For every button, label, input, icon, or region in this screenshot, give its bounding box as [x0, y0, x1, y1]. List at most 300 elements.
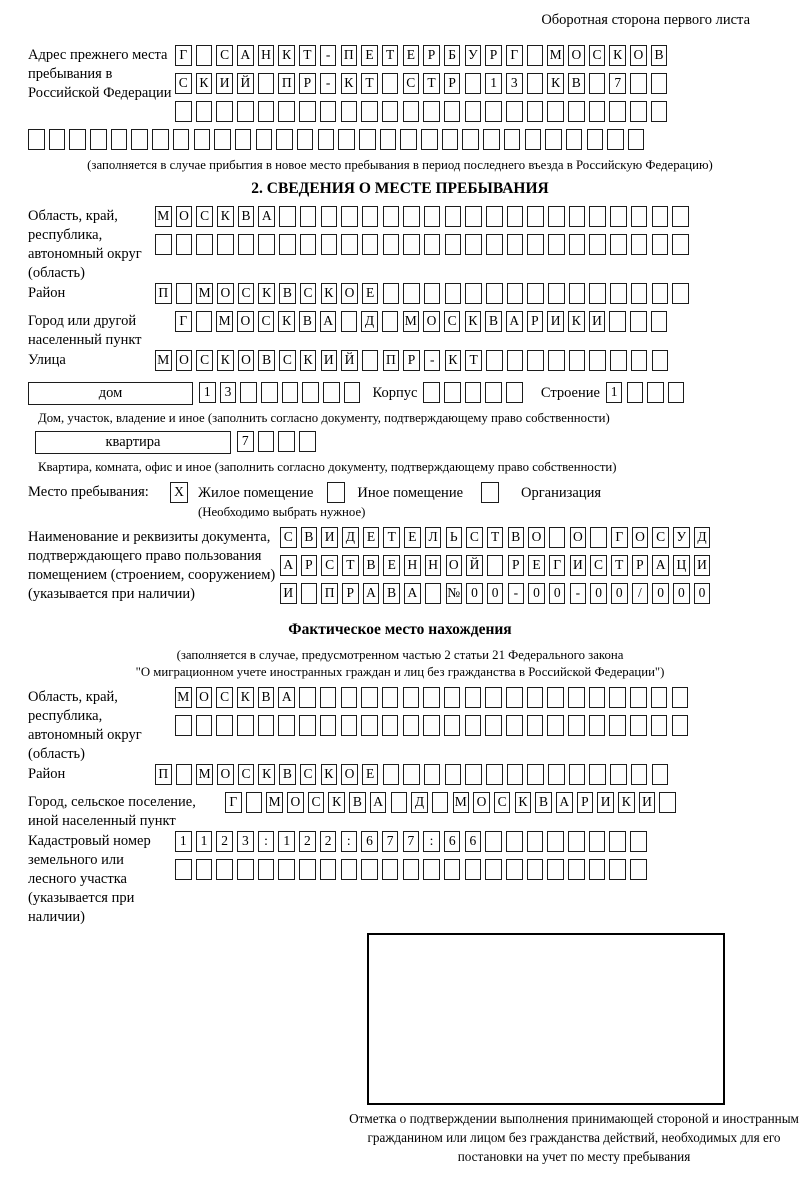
char-box — [341, 311, 358, 332]
char-box — [423, 382, 440, 403]
char-box — [631, 206, 648, 227]
char-box — [196, 311, 213, 332]
char-box — [506, 715, 523, 736]
char-box: К — [547, 73, 564, 94]
actual-location-note-1: (заполняется в случае, предусмотренном частью 2 статьи 21 Федерального закона — [176, 648, 624, 662]
char-box: М — [155, 206, 172, 227]
char-box: : — [341, 831, 358, 852]
actual-city-label: Город, сельское поселение, иной населенный пункт — [28, 794, 196, 829]
char-box: 0 — [652, 583, 669, 604]
char-box: К — [328, 792, 345, 813]
char-box — [302, 382, 319, 403]
actual-district-row — [155, 764, 672, 787]
char-box — [672, 206, 689, 227]
char-box: 7 — [382, 831, 399, 852]
char-box — [527, 206, 544, 227]
stay-type-label: Место пребывания: — [28, 484, 149, 500]
house-number-row — [199, 382, 365, 405]
char-box — [672, 234, 689, 255]
city-row — [175, 311, 672, 334]
char-box: О — [237, 311, 254, 332]
char-box: В — [568, 73, 585, 94]
char-box: А — [280, 555, 297, 576]
char-box: О — [238, 350, 255, 371]
char-box: Т — [465, 350, 482, 371]
char-box — [609, 311, 626, 332]
char-box — [444, 687, 461, 708]
actual-region-label: Область, край, республика, автономный округ (область) — [28, 689, 142, 762]
char-box — [527, 859, 544, 880]
char-box — [568, 859, 585, 880]
char-box — [362, 234, 379, 255]
char-box: 2 — [320, 831, 337, 852]
char-box — [589, 831, 606, 852]
actual-location-title: Фактическое место нахождения — [288, 621, 512, 638]
char-box — [506, 382, 523, 403]
char-box: С — [308, 792, 325, 813]
char-box: К — [217, 206, 234, 227]
char-box: М — [266, 792, 283, 813]
char-box — [442, 129, 459, 150]
char-box — [568, 715, 585, 736]
char-box: К — [217, 350, 234, 371]
char-box: М — [453, 792, 470, 813]
char-box — [465, 234, 482, 255]
char-box — [548, 350, 565, 371]
char-box — [487, 555, 504, 576]
char-box: К — [258, 764, 275, 785]
char-box: С — [300, 764, 317, 785]
char-box — [299, 101, 316, 122]
char-box — [547, 101, 564, 122]
char-box: С — [403, 73, 420, 94]
char-box — [424, 206, 441, 227]
char-box: А — [652, 555, 669, 576]
char-box — [196, 859, 213, 880]
char-box: О — [568, 45, 585, 66]
char-box: И — [694, 555, 711, 576]
char-box — [173, 129, 190, 150]
char-box — [485, 715, 502, 736]
char-box — [672, 283, 689, 304]
option-other-premises-label: Иное помещение — [357, 485, 464, 501]
char-box — [216, 715, 233, 736]
char-box — [485, 382, 502, 403]
actual-region-rows — [175, 687, 692, 743]
char-box — [258, 234, 275, 255]
char-box: У — [465, 45, 482, 66]
char-box: В — [301, 527, 318, 548]
document-block — [28, 527, 772, 611]
prev-address-block — [28, 45, 772, 129]
char-box — [383, 283, 400, 304]
char-box: Р — [508, 555, 525, 576]
char-box: / — [632, 583, 649, 604]
char-box: Р — [299, 73, 316, 94]
char-box: Р — [403, 350, 420, 371]
char-box — [609, 101, 626, 122]
checkbox-organization — [481, 482, 499, 503]
char-box — [527, 715, 544, 736]
char-box: 3 — [506, 73, 523, 94]
char-box: Й — [341, 350, 358, 371]
char-box — [403, 234, 420, 255]
char-box — [382, 101, 399, 122]
char-box: К — [278, 311, 295, 332]
char-box: Т — [423, 73, 440, 94]
char-box: И — [280, 583, 297, 604]
char-box — [631, 350, 648, 371]
char-box — [214, 129, 231, 150]
char-box: Р — [577, 792, 594, 813]
char-box: Д — [361, 311, 378, 332]
char-box — [486, 764, 503, 785]
char-box — [341, 715, 358, 736]
option-residential-label: Жилое помещение — [198, 485, 314, 501]
document-rows — [280, 527, 714, 611]
char-box: П — [341, 45, 358, 66]
char-box — [547, 687, 564, 708]
char-box: Г — [175, 311, 192, 332]
char-box: 1 — [485, 73, 502, 94]
char-box — [299, 431, 316, 452]
char-box — [362, 350, 379, 371]
char-box — [631, 764, 648, 785]
char-box — [300, 234, 317, 255]
char-box: Й — [237, 73, 254, 94]
char-box: - — [320, 73, 337, 94]
char-box — [609, 831, 626, 852]
char-box — [507, 764, 524, 785]
char-box — [196, 101, 213, 122]
char-box — [320, 101, 337, 122]
char-box — [341, 206, 358, 227]
char-box — [237, 715, 254, 736]
char-box — [548, 206, 565, 227]
char-box — [300, 206, 317, 227]
char-box: Н — [258, 45, 275, 66]
char-box — [445, 206, 462, 227]
char-box — [235, 129, 252, 150]
char-box — [362, 206, 379, 227]
char-box — [380, 129, 397, 150]
char-box — [278, 101, 295, 122]
char-box: О — [446, 555, 463, 576]
char-box — [258, 73, 275, 94]
char-box: В — [279, 283, 296, 304]
stroenie-row — [606, 382, 689, 405]
char-box: М — [196, 764, 213, 785]
char-box — [338, 129, 355, 150]
char-box — [672, 687, 689, 708]
char-box — [652, 283, 669, 304]
prev-address-row-4 — [28, 129, 772, 152]
cadastral-label: Кадастровый номер земельного или лесного участка (указывается при наличии) — [28, 833, 151, 925]
char-box: И — [216, 73, 233, 94]
char-box — [589, 687, 606, 708]
char-box — [301, 583, 318, 604]
char-box — [278, 431, 295, 452]
char-box: Н — [425, 555, 442, 576]
char-box — [321, 234, 338, 255]
char-box: Д — [342, 527, 359, 548]
char-box — [246, 792, 263, 813]
char-box: М — [155, 350, 172, 371]
char-box — [403, 715, 420, 736]
char-box — [589, 206, 606, 227]
char-box — [258, 101, 275, 122]
char-box — [610, 206, 627, 227]
char-box: С — [494, 792, 511, 813]
char-box — [258, 431, 275, 452]
char-box: И — [639, 792, 656, 813]
region-block — [28, 206, 772, 283]
actual-location-note-2: "О миграционном учете иностранных граждан и лиц без гражданства в Российской Федерации") — [135, 665, 665, 679]
char-box — [486, 206, 503, 227]
char-box: 0 — [528, 583, 545, 604]
char-box: В — [258, 687, 275, 708]
char-box: Р — [632, 555, 649, 576]
char-box — [630, 73, 647, 94]
char-box: 0 — [673, 583, 690, 604]
char-box: К — [258, 283, 275, 304]
char-box — [49, 129, 66, 150]
district-row — [155, 283, 693, 306]
char-box — [382, 715, 399, 736]
char-box — [652, 764, 669, 785]
char-box: С — [258, 311, 275, 332]
char-box — [279, 206, 296, 227]
corner-note: Оборотная сторона первого листа — [541, 12, 750, 28]
char-box — [425, 583, 442, 604]
char-box — [175, 859, 192, 880]
char-box — [652, 206, 669, 227]
char-box: Т — [299, 45, 316, 66]
char-box — [486, 283, 503, 304]
char-box — [383, 234, 400, 255]
char-box — [507, 283, 524, 304]
char-box: О — [473, 792, 490, 813]
city-label: Город или другой населенный пункт — [28, 313, 142, 348]
char-box: К — [300, 350, 317, 371]
char-box: Е — [403, 45, 420, 66]
char-box: Г — [225, 792, 242, 813]
region-row-2 — [155, 234, 693, 257]
char-box — [111, 129, 128, 150]
char-box — [444, 382, 461, 403]
char-box — [341, 687, 358, 708]
char-box: О — [630, 45, 647, 66]
char-box: Г — [506, 45, 523, 66]
char-box — [423, 859, 440, 880]
char-box — [445, 234, 462, 255]
char-box — [216, 859, 233, 880]
char-box: К — [445, 350, 462, 371]
char-box: 1 — [606, 382, 623, 403]
char-box — [465, 764, 482, 785]
char-box — [258, 859, 275, 880]
char-box — [483, 129, 500, 150]
char-box: Т — [487, 527, 504, 548]
char-box: 3 — [237, 831, 254, 852]
char-box — [462, 129, 479, 150]
char-box — [652, 350, 669, 371]
cadastral-row-2 — [175, 859, 651, 882]
char-box: К — [341, 73, 358, 94]
char-box: Р — [444, 73, 461, 94]
char-box: 0 — [694, 583, 711, 604]
char-box — [630, 687, 647, 708]
actual-district-block — [28, 764, 772, 792]
char-box: 0 — [466, 583, 483, 604]
char-box: Л — [425, 527, 442, 548]
char-box — [344, 382, 361, 403]
document-row-2 — [280, 555, 714, 578]
char-box — [423, 101, 440, 122]
char-box — [668, 382, 685, 403]
char-box: В — [363, 555, 380, 576]
char-box: № — [446, 583, 463, 604]
char-box — [672, 715, 689, 736]
actual-region-row-2 — [175, 715, 692, 738]
char-box: О — [217, 764, 234, 785]
char-box — [194, 129, 211, 150]
char-box: Р — [342, 583, 359, 604]
char-box — [196, 715, 213, 736]
char-box: 7 — [403, 831, 420, 852]
char-box — [297, 129, 314, 150]
char-box — [403, 764, 420, 785]
stay-type-note: (Необходимо выбрать нужное) — [198, 505, 366, 519]
char-box — [299, 715, 316, 736]
checkbox-other-premises — [327, 482, 345, 503]
prev-address-rows — [175, 45, 672, 129]
char-box: Д — [411, 792, 428, 813]
char-box — [217, 234, 234, 255]
char-box: С — [175, 73, 192, 94]
char-box — [341, 859, 358, 880]
char-box: Г — [611, 527, 628, 548]
char-box: Е — [528, 555, 545, 576]
char-box — [610, 350, 627, 371]
char-box — [631, 283, 648, 304]
char-box — [589, 859, 606, 880]
char-box — [341, 101, 358, 122]
checkbox-residential: X — [170, 482, 188, 503]
char-box — [527, 831, 544, 852]
char-box: О — [423, 311, 440, 332]
char-box: О — [217, 283, 234, 304]
char-box: О — [341, 283, 358, 304]
char-box — [589, 715, 606, 736]
char-box: О — [287, 792, 304, 813]
char-box: Б — [444, 45, 461, 66]
house-label-box: дом — [28, 382, 193, 405]
stamp-box — [367, 933, 725, 1105]
char-box: В — [485, 311, 502, 332]
char-box: Т — [611, 555, 628, 576]
stamp-caption: Отметка о подтверждении выполнения принимающей стороной и иностранным гражданином или лицом без гражданства действий, необходимых для его постановки на учет по месту пребывания — [349, 1111, 799, 1164]
char-box: В — [349, 792, 366, 813]
char-box — [568, 101, 585, 122]
char-box — [589, 350, 606, 371]
char-box — [403, 206, 420, 227]
char-box — [609, 859, 626, 880]
char-box: К — [237, 687, 254, 708]
cadastral-row-1 — [175, 831, 651, 854]
char-box: 1 — [199, 382, 216, 403]
char-box: И — [597, 792, 614, 813]
char-box: Й — [466, 555, 483, 576]
char-box — [424, 764, 441, 785]
char-box: И — [547, 311, 564, 332]
char-box — [432, 792, 449, 813]
actual-city-row — [225, 792, 680, 815]
char-box — [589, 283, 606, 304]
char-box: - — [508, 583, 525, 604]
house-note: Дом, участок, владение и иное (заполнить согласно документу, подтверждающему право собственности) — [38, 411, 610, 425]
char-box — [527, 283, 544, 304]
char-box — [216, 101, 233, 122]
char-box: С — [590, 555, 607, 576]
char-box — [548, 234, 565, 255]
char-box: С — [196, 206, 213, 227]
char-box — [485, 687, 502, 708]
char-box: А — [506, 311, 523, 332]
char-box — [506, 101, 523, 122]
char-box: А — [237, 45, 254, 66]
char-box: О — [632, 527, 649, 548]
char-box — [651, 687, 668, 708]
char-box: П — [278, 73, 295, 94]
char-box — [320, 859, 337, 880]
char-box — [607, 129, 624, 150]
char-box — [527, 73, 544, 94]
char-box — [403, 687, 420, 708]
char-box: И — [321, 350, 338, 371]
char-box — [382, 73, 399, 94]
char-box — [444, 715, 461, 736]
char-box: Н — [404, 555, 421, 576]
char-box: М — [196, 283, 213, 304]
char-box — [28, 129, 45, 150]
char-box — [548, 283, 565, 304]
prev-address-row-1 — [175, 45, 672, 68]
char-box: К — [465, 311, 482, 332]
char-box: А — [320, 311, 337, 332]
char-box — [507, 350, 524, 371]
char-box — [507, 206, 524, 227]
char-box: Ц — [673, 555, 690, 576]
char-box — [631, 234, 648, 255]
char-box — [258, 715, 275, 736]
char-box — [465, 101, 482, 122]
region-row-1 — [155, 206, 693, 229]
char-box: А — [278, 687, 295, 708]
char-box: О — [570, 527, 587, 548]
char-box — [506, 687, 523, 708]
char-box — [590, 527, 607, 548]
document-row-1 — [280, 527, 714, 550]
char-box — [610, 234, 627, 255]
char-box — [403, 859, 420, 880]
char-box — [545, 129, 562, 150]
char-box: С — [280, 527, 297, 548]
char-box — [403, 101, 420, 122]
char-box: С — [279, 350, 296, 371]
char-box: 6 — [361, 831, 378, 852]
char-box — [400, 129, 417, 150]
